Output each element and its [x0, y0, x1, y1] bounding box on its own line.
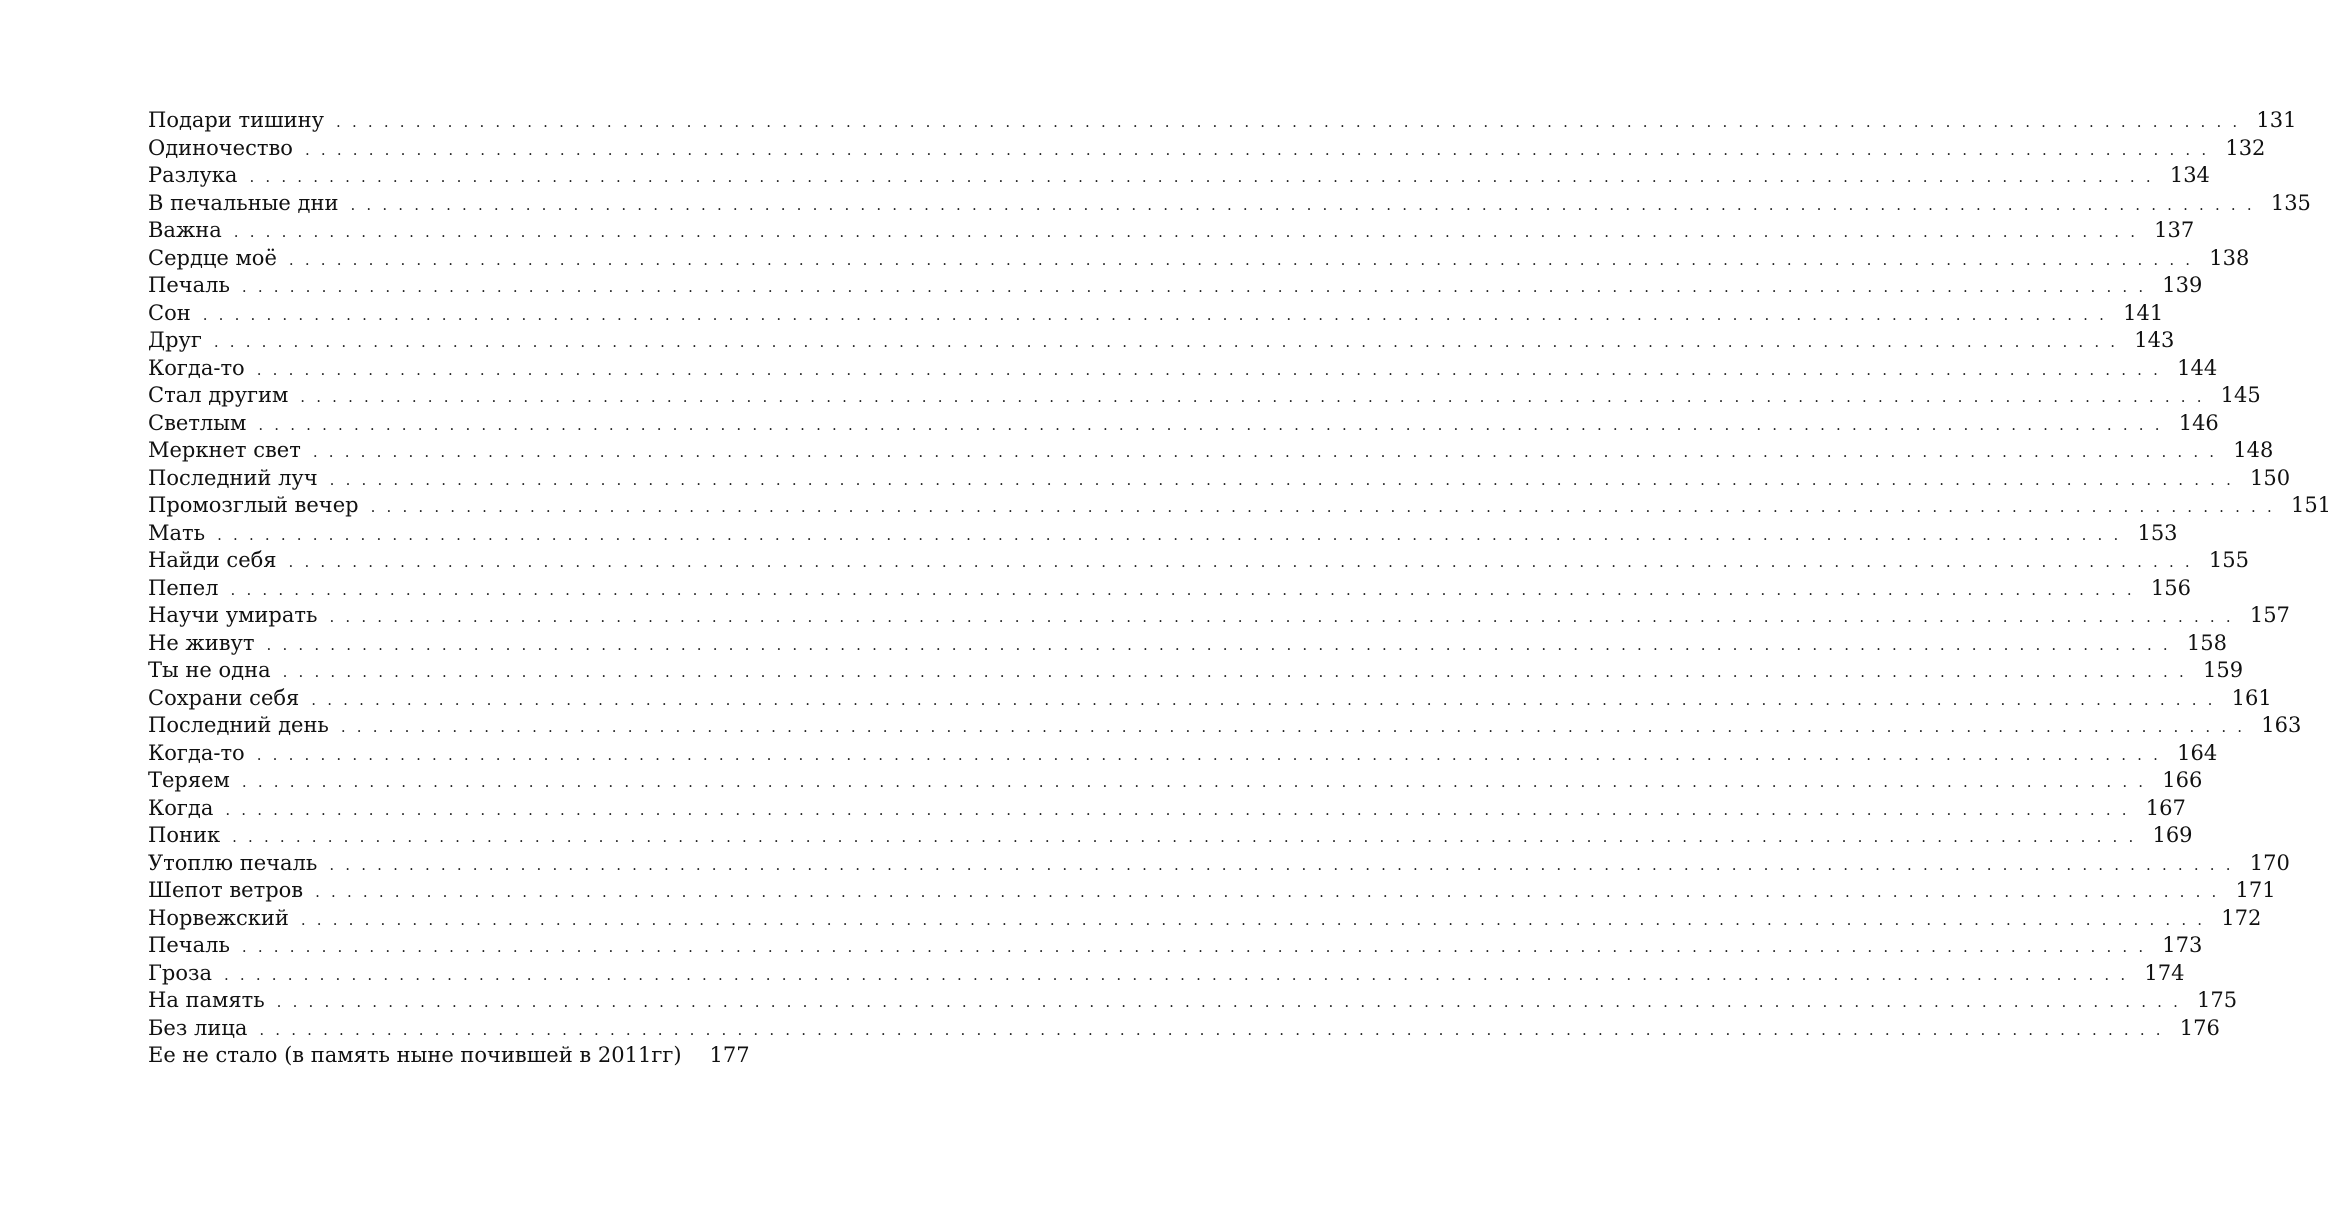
- toc-entry-page-number: 176: [2179, 1015, 2220, 1040]
- toc-entry-title: Норвежский: [148, 905, 289, 930]
- toc-entry-page-number: 145: [2220, 383, 2261, 407]
- toc-entry-page-number: 173: [2162, 933, 2203, 957]
- dot-leader: . . . . . . . . . . . . . . . . . . . . . . . . . . . . . . . . . . . . . . . . . . . . . . . . . . . . . . . . . . . . . . . . . . . . . . . . . . . . . . . . . . . . . . . . . . . . . . . . . . . . . . . . . . . . . . . . . . . . . . . .: [329, 470, 2235, 489]
- toc-entry-page-number: 167: [2145, 795, 2186, 820]
- dot-leader: . . . . . . . . . . . . . . . . . . . . . . . . . . . . . . . . . . . . . . . . . . . . . . . . . . . . . . . . . . . . . . . . . . . . . . . . . . . . . . . . . . . . . . . . . . . . . . . . . . . . . . . . . . . . . . . . . . . . . . . .: [315, 883, 2220, 901]
- toc-entry-page-number: 172: [2221, 905, 2262, 930]
- toc-entry: [148, 822, 2193, 850]
- toc-entry: [148, 410, 2219, 438]
- dot-leader: . . . . . . . . . . . . . . . . . . . . . . . . . . . . . . . . . . . . . . . . . . . . . . . . . . . . . . . . . . . . . . . . . . . . . . . . . . . . . . . . . . . . . . . . . . . . . . . . . . . . . . . . . . . . . . . . . . . . . . . .: [259, 1020, 2164, 1039]
- dot-leader: . . . . . . . . . . . . . . . . . . . . . . . . . . . . . . . . . . . . . . . . . . . . . . . . . . . . . . . . . . . . . . . . . . . . . . . . . . . . . . . . . . . . . . . . . . . . . . . . . . . . . . . . . . . . . . . . . . . . . . . .: [202, 305, 2108, 324]
- toc-entry-title: Сон: [148, 300, 191, 325]
- toc-entry-page-number: 132: [2225, 135, 2266, 160]
- toc-entry-title: Последний луч: [148, 465, 318, 490]
- toc-entry: [148, 547, 2249, 575]
- toc-entry: [148, 960, 2185, 988]
- toc-entry-page-number: 153: [2137, 520, 2178, 545]
- dot-leader: . . . . . . . . . . . . . . . . . . . . . . . . . . . . . . . . . . . . . . . . . . . . . . . . . . . . . . . . . . . . . . . . . . . . . . . . . . . . . . . . . . . . . . . . . . . . . . . . . . . . . . . . . . . . . . . . . . . . . . . .: [276, 993, 2182, 1011]
- dot-leader: . . . . . . . . . . . . . . . . . . . . . . . . . . . . . . . . . . . . . . . . . . . . . . . . . . . . . . . . . . . . . . . . . . . . . . . . . . . . . . . . . . . . . . . . . . . . . . . . . . . . . . . . . . . . . . . . . . . . . . . .: [350, 195, 2255, 214]
- toc-entry-title: Меркнет свет: [148, 438, 301, 462]
- dot-leader: . . . . . . . . . . . . . . . . . . . . . . . . . . . . . . . . . . . . . . . . . . . . . . . . . . . . . . . . . . . . . . . . . . . . . . . . . . . . . . . . . . . . . . . . . . . . . . . . . . . . . . . . . . . . . . . . . . . . . . . .: [329, 608, 2234, 626]
- toc-entry: [148, 382, 2261, 410]
- toc-entry-title: Поник: [148, 823, 221, 847]
- dot-leader: . . . . . . . . . . . . . . . . . . . . . . . . . . . . . . . . . . . . . . . . . . . . . . . . . . . . . . . . . . . . . . . . . . . . . . . . . . . . . . . . . . . . . . . . . . . . . . . . . . . . . . . . . . . . . . . . . . . . . . . .: [312, 443, 2218, 461]
- toc-entry: [148, 162, 2210, 190]
- toc-entry-title: Важна: [148, 218, 222, 242]
- toc-entry-page-number: 144: [2177, 355, 2218, 380]
- dot-leader: . . . . . . . . . . . . . . . . . . . . . . . . . . . . . . . . . . . . . . . . . . . . . . . . . . . . . . . . . . . . . . . . . . . . . . . . . . . . . . . . . . . . . . . . . . . . . . . . . . . . . . . . . . . . . . . . . . . . . . . .: [370, 498, 2275, 516]
- toc-entry: [148, 217, 2195, 245]
- toc-entry: [148, 712, 2302, 740]
- toc-entry-page-number: 159: [2202, 658, 2244, 682]
- toc-entry: [148, 850, 2290, 878]
- toc-entry-page-number: 170: [2249, 850, 2290, 875]
- toc-entry-title: Печаль: [148, 273, 230, 297]
- dot-leader: . . . . . . . . . . . . . . . . . . . . . . . . . . . . . . . . . . . . . . . . . . . . . . . . . . . . . . . . . . . . . . . . . . . . . . . . . . . . . . . . . . . . . . . . . . . . . . . . . . . . . . . . . . . . . . . . . . . . . . . .: [256, 745, 2162, 764]
- toc-entry: [148, 437, 2274, 465]
- toc-entry-title: Когда-то: [148, 355, 245, 380]
- toc-entry-title: Светлым: [148, 410, 247, 435]
- toc-entry-page-number: 151: [2290, 493, 2331, 517]
- toc-entry-title: Когда: [148, 795, 214, 820]
- dot-leader: . . . . . . . . . . . . . . . . . . . . . . . . . . . . . . . . . . . . . . . . . . . . . . . . . . . . . . . . . . . . . . . . . . . . . . . . . . . . . . . . . . . . . . . . . . . . . . . . . . . . . . . . . . . . . . . . . . . . . . . .: [288, 250, 2194, 269]
- toc-entry-page-number: 174: [2144, 960, 2185, 985]
- toc-entry: [148, 272, 2203, 300]
- toc-entry: [148, 932, 2203, 960]
- toc-entry: [148, 135, 2266, 163]
- toc-entry-title: Подари тишину: [148, 108, 325, 132]
- toc-entry-title: Одиночество: [148, 135, 293, 160]
- toc-entry-page-number: 177: [709, 1043, 750, 1067]
- dot-leader: . . . . . . . . . . . . . . . . . . . . . . . . . . . . . . . . . . . . . . . . . . . . . . . . . . . . . . . . . . . . . . . . . . . . . . . . . . . . . . . . . . . . . . . . . . . . . . . . . . . . . . . . . . . . . . . . . . . . . . . .: [241, 278, 2147, 296]
- toc-entry-page-number: 155: [2208, 548, 2249, 572]
- dot-leader: . . . . . . . . . . . . . . . . . . . . . . . . . . . . . . . . . . . . . . . . . . . . . . . . . . . . . . . . . . . . . . . . . . . . . . . . . . . . . . . . . . . . . . . . . . . . . . . . . . . . . . . . . . . . . . . . . . . . . . . .: [213, 333, 2119, 351]
- toc-entry-title: Сердце моё: [148, 245, 277, 270]
- toc-entry-page-number: 143: [2134, 328, 2175, 352]
- toc-entry: [148, 905, 2262, 933]
- toc-entry-title: Стал другим: [148, 383, 289, 407]
- toc-entry-page-number: 166: [2162, 768, 2203, 792]
- toc-entry-page-number: 135: [2270, 190, 2311, 215]
- dot-leader: . . . . . . . . . . . . . . . . . . . . . . . . . . . . . . . . . . . . . . . . . . . . . . . . . . . . . . . . . . . . . . . . . . . . . . . . . . . . . . . . . . . . . . . . . . . . . . . . . . . . . . . . . . . . . . . . . . . . . . . .: [329, 855, 2234, 874]
- toc-entry-title: Теряем: [148, 768, 230, 792]
- dot-leader: . . . . . . . . . . . . . . . . . . . . . . . . . . . . . . . . . . . . . . . . . . . . . . . . . . . . . . . . . . . . . . . . . . . . . . . . . . . . . . . . . . . . . . . . . . . . . . . . . . . . . . . . . . . . . . . . . . . . . . . .: [233, 223, 2139, 241]
- toc-entry: [148, 107, 2297, 135]
- toc-entry: [148, 740, 2218, 768]
- dot-leader: . . . . . . . . . . . . . . . . . . . . . . . . . . . . . . . . . . . . . . . . . . . . . . . . . . . . . . . . . . . . . . . . . . . . . . . . . . . . . . . . . . . . . . . . . . . . . . . . . . . . . . . . . . . . . . . . . . . . . . . .: [336, 113, 2241, 131]
- toc-entry: [148, 1042, 750, 1070]
- dot-leader: . . . . . . . . . . . . . . . . . . . . . . . . . . . . . . . . . . . . . . . . . . . . . . . . . . . . . . . . . . . . . . . . . . . . . . . . . . . . . . . . . . . . . . . . . . . . . . . . . . . . . . . . . . . . . . . . . . . . . . . .: [304, 140, 2210, 159]
- toc-entry: [148, 327, 2175, 355]
- toc-entry-title: Последний день: [148, 713, 329, 737]
- dot-leader: . . . . . . . . . . . . . . . . . . . . . . . . . . . . . . . . . . . . . . . . . . . . . . . . . . . . . . . . . . . . . . . . . . . . . . . . . . . . . . . . . . . . . . . . . . . . . . . . . . . . . . . . . . . . . . . . . . . . . . . .: [241, 938, 2147, 956]
- toc-entry-page-number: 141: [2123, 300, 2164, 325]
- toc-entry-page-number: 148: [2233, 438, 2274, 462]
- dot-leader: . . . . . . . . . . . . . . . . . . . . . . . . . . . . . . . . . . . . . . . . . . . . . . . . . . . . . . . . . . . . . . . . . . . . . . . . . . . . . . . . . . . . . . . . . . . . . . . . . . . . . . . . . . . . . . . . . . . . . . . .: [225, 800, 2130, 819]
- toc-entry: [148, 190, 2311, 218]
- toc-entry-title: Печаль: [148, 933, 230, 957]
- toc-entry: [148, 520, 2178, 548]
- toc-entry-page-number: 150: [2250, 465, 2291, 490]
- toc-entry: [148, 1015, 2220, 1043]
- dot-leader: . . . . . . . . . . . . . . . . . . . . . . . . . . . . . . . . . . . . . . . . . . . . . . . . . . . . . . . . . . . . . . . . . . . . . . . . . . . . . . . . . . . . . . . . . . . . . . . . . . . . . . . . . . . . . . . . . . . . . . . .: [300, 388, 2205, 406]
- toc-entry-title: В печальные дни: [148, 190, 339, 215]
- toc-entry-title: Не живут: [148, 630, 255, 655]
- toc-entry-page-number: 158: [2186, 630, 2227, 655]
- dot-leader: . . . . . . . . . . . . . . . . . . . . . . . . . . . . . . . . . . . . . . . . . . . . . . . . . . . . . . . . . . . . . . . . . . . . . . . . . . . . . . . . . . . . . . . . . . . . . . . . . . . . . . . . . . . . . . . . . . . . . . . .: [249, 168, 2154, 186]
- toc-entry: [148, 767, 2203, 795]
- dot-leader: . . . . . . . . . . . . . . . . . . . . . . . . . . . . . . . . . . . . . . . . . . . . . . . . . . . . . . . . . . . . . . . . . . . . . . . . . . . . . . . . . . . . . . . . . . . . . . . . . . . . . . . . . . . . . . . . . . . . . . . .: [258, 415, 2163, 434]
- toc-entry-title: Разлука: [148, 163, 238, 187]
- table-of-contents: [148, 107, 2331, 1070]
- toc-entry-title: На память: [148, 988, 265, 1012]
- toc-entry-title: Гроза: [148, 960, 212, 985]
- toc-entry-page-number: 134: [2169, 163, 2210, 187]
- toc-entry: [148, 492, 2331, 520]
- toc-entry-page-number: 146: [2178, 410, 2219, 435]
- toc-entry: [148, 657, 2244, 685]
- toc-entry: [148, 575, 2191, 603]
- toc-entry-title: Пепел: [148, 575, 219, 600]
- toc-entry: [148, 795, 2186, 823]
- toc-entry-title: Утоплю печаль: [148, 850, 318, 875]
- dot-leader: . . . . . . . . . . . . . . . . . . . . . . . . . . . . . . . . . . . . . . . . . . . . . . . . . . . . . . . . . . . . . . . . . . . . . . . . . . . . . . . . . . . . . . . . . . . . . . . . . . . . . . . . . . . . . . . . . . . . . . . .: [282, 663, 2187, 681]
- toc-entry-page-number: 169: [2152, 823, 2193, 847]
- toc-entry-page-number: 164: [2177, 740, 2218, 765]
- dot-leader: . . . . . . . . . . . . . . . . . . . . . . . . . . . . . . . . . . . . . . . . . . . . . . . . . . . . . . . . . . . . . . . . . . . . . . . . . . . . . . . . . . . . . . . . . . . . . . . . . . . . . . . . . . . . . . . . . . . . . . . .: [340, 718, 2246, 736]
- toc-entry: [148, 300, 2164, 328]
- dot-leader: . . . . . . . . . . . . . . . . . . . . . . . . . . . . . . . . . . . . . . . . . . . . . . . . . . . . . . . . . . . . . . . . . . . . . . . . . . . . . . . . . . . . . . . . . . . . . . . . . . . . . . . . . . . . . . . . . . . . . . . .: [217, 525, 2122, 544]
- dot-leader: . . . . . . . . . . . . . . . . . . . . . . . . . . . . . . . . . . . . . . . . . . . . . . . . . . . . . . . . . . . . . . . . . . . . . . . . . . . . . . . . . . . . . . . . . . . . . . . . . . . . . . . . . . . . . . . . . . . . . . . .: [241, 773, 2147, 791]
- toc-entry-title: Друг: [148, 328, 202, 352]
- toc-entry-title: Промозглый вечер: [148, 493, 359, 517]
- toc-entry: [148, 877, 2276, 905]
- toc-entry: [148, 465, 2291, 493]
- dot-leader: . . . . . . . . . . . . . . . . . . . . . . . . . . . . . . . . . . . . . . . . . . . . . . . . . . . . . . . . . . . . . . . . . . . . . . . . . . . . . . . . . . . . . . . . . . . . . . . . . . . . . . . . . . . . . . . . . . . . . . . .: [266, 635, 2171, 654]
- dot-leader: . . . . . . . . . . . . . . . . . . . . . . . . . . . . . . . . . . . . . . . . . . . . . . . . . . . . . . . . . . . . . . . . . . . . . . . . . . . . . . . . . . . . . . . . . . . . . . . . . . . . . . . . . . . . . . . . . . . . . . . .: [232, 828, 2137, 846]
- dot-leader: . . . . . . . . . . . . . . . . . . . . . . . . . . . . . . . . . . . . . . . . . . . . . . . . . . . . . . . . . . . . . . . . . . . . . . . . . . . . . . . . . . . . . . . . . . . . . . . . . . . . . . . . . . . . . . . . . . . . . . . .: [230, 580, 2135, 599]
- dot-leader: . . . . . . . . . . . . . . . . . . . . . . . . . . . . . . . . . . . . . . . . . . . . . . . . . . . . . . . . . . . . . . . . . . . . . . . . . . . . . . . . . . . . . . . . . . . . . . . . . . . . . . . . . . . . . . . . . . . . . . . .: [223, 965, 2129, 984]
- toc-entry-page-number: 138: [2209, 245, 2250, 270]
- toc-entry-page-number: 157: [2249, 603, 2290, 627]
- toc-entry: [148, 602, 2290, 630]
- toc-entry-title: Ее не стало (в память ныне почившей в 2011гг): [148, 1043, 682, 1067]
- toc-entry: [148, 987, 2238, 1015]
- toc-entry-title: Шепот ветров: [148, 878, 304, 902]
- toc-entry-title: Научи умирать: [148, 603, 318, 627]
- toc-entry-page-number: 156: [2150, 575, 2191, 600]
- toc-entry-title: Ты не одна: [148, 658, 271, 682]
- toc-entry-title: Сохрани себя: [148, 685, 300, 710]
- toc-entry-page-number: 175: [2197, 988, 2238, 1012]
- toc-entry-title: Мать: [148, 520, 206, 545]
- toc-entry-title: Когда-то: [148, 740, 245, 765]
- toc-entry: [148, 685, 2272, 713]
- toc-entry-title: Без лица: [148, 1015, 248, 1040]
- toc-entry-page-number: 131: [2256, 108, 2297, 132]
- dot-leader: . . . . . . . . . . . . . . . . . . . . . . . . . . . . . . . . . . . . . . . . . . . . . . . . . . . . . . . . . . . . . . . . . . . . . . . . . . . . . . . . . . . . . . . . . . . . . . . . . . . . . . . . . . . . . . . . . . . . . . . .: [311, 690, 2216, 709]
- dot-leader: . . . . . . . . . . . . . . . . . . . . . . . . . . . . . . . . . . . . . . . . . . . . . . . . . . . . . . . . . . . . . . . . . . . . . . . . . . . . . . . . . . . . . . . . . . . . . . . . . . . . . . . . . . . . . . . . . . . . . . . .: [300, 910, 2206, 929]
- toc-entry: [148, 245, 2250, 273]
- dot-leader: . . . . . . . . . . . . . . . . . . . . . . . . . . . . . . . . . . . . . . . . . . . . . . . . . . . . . . . . . . . . . . . . . . . . . . . . . . . . . . . . . . . . . . . . . . . . . . . . . . . . . . . . . . . . . . . . . . . . . . . .: [256, 360, 2162, 379]
- toc-entry-page-number: 171: [2235, 878, 2276, 902]
- toc-entry-page-number: 161: [2231, 685, 2272, 710]
- toc-entry-page-number: 137: [2154, 218, 2195, 242]
- toc-entry-title: Найди себя: [148, 548, 277, 572]
- toc-entry-page-number: 139: [2162, 273, 2203, 297]
- dot-leader: . . . . . . . . . . . . . . . . . . . . . . . . . . . . . . . . . . . . . . . . . . . . . . . . . . . . . . . . . . . . . . . . . . . . . . . . . . . . . . . . . . . . . . . . . . . . . . . . . . . . . . . . . . . . . . . . . . . . . . . .: [288, 553, 2193, 571]
- toc-entry-page-number: 163: [2261, 713, 2302, 737]
- toc-entry: [148, 630, 2227, 658]
- toc-entry: [148, 355, 2218, 383]
